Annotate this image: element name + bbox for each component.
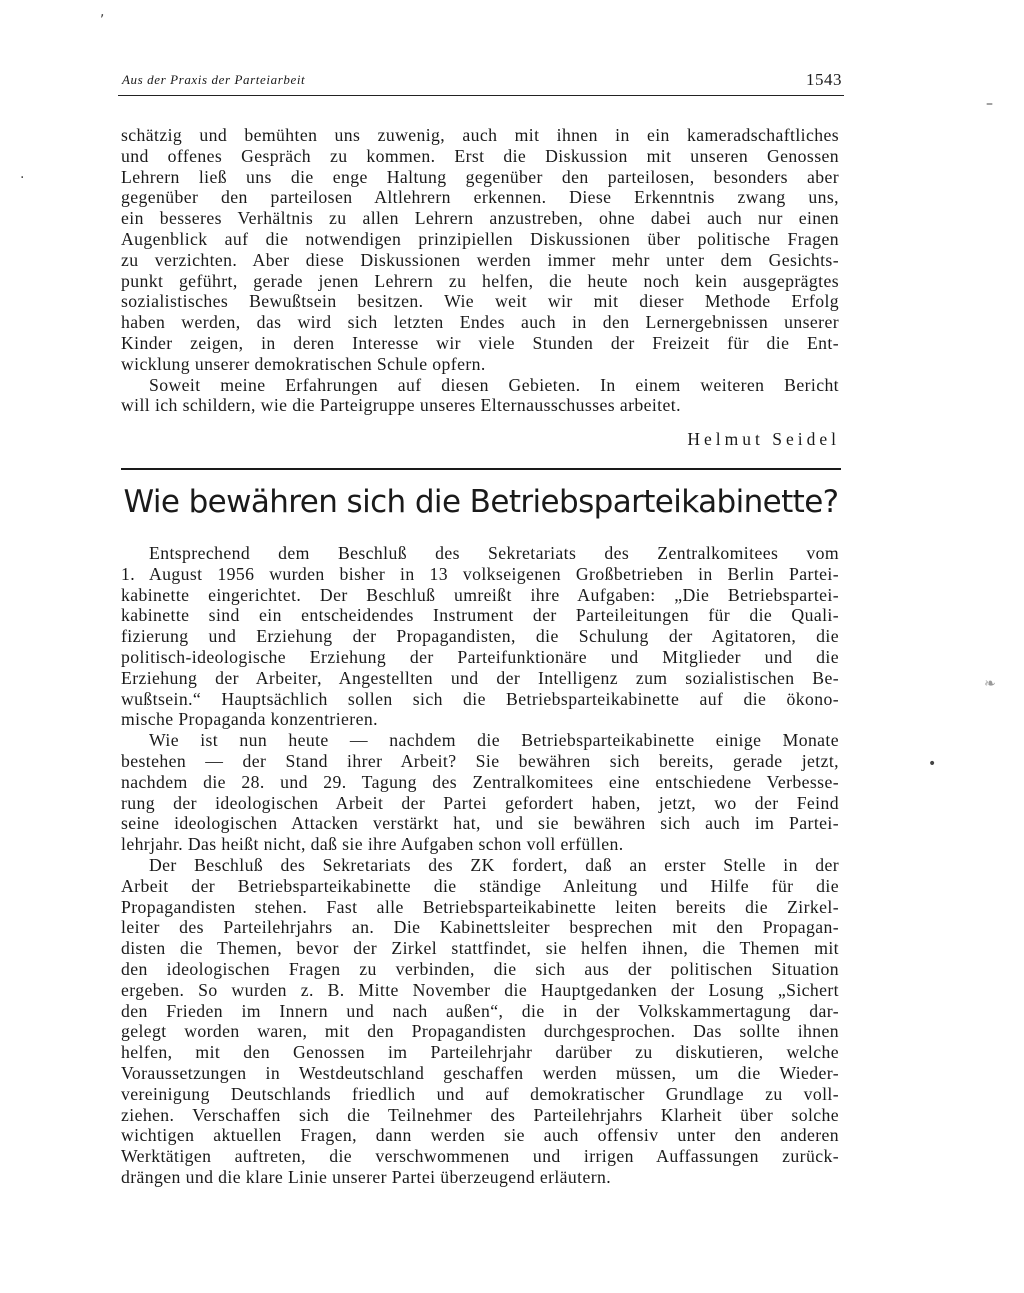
text-line: sozialistisches Bewußtsein besitzen. Wie weit wir mit dieser Methode Erfolg <box>121 291 839 312</box>
text-line: will ich schildern, wie die Parteigruppe unseres Elternausschusses arbeitet. <box>121 395 681 416</box>
text-line: Arbeit der Betriebsparteikabinette die ständige Anleitung und Hilfe für die <box>121 875 839 896</box>
author-signature: Helmut Seidel <box>687 429 840 449</box>
text-line: 1. August 1956 wurden bisher in 13 volkseigenen Großbetrieben in Berlin Partei- <box>121 563 839 584</box>
page-number: 1543 <box>806 70 842 89</box>
text-line: nachdem die 28. und 29. Tagung des Zentralkomitees eine entschiedene Verbesse- <box>121 771 839 792</box>
paragraph <box>121 855 839 1188</box>
text-line: Augenblick auf die notwendigen prinzipiellen Diskussionen über politische Fragen <box>121 228 839 249</box>
text-line: leiter des Parteilehrjahrs an. Die Kabinettsleiter besprechen mit den Propagan- <box>121 917 839 938</box>
header-rule <box>118 95 844 96</box>
scan-mark: ❧ <box>984 676 996 692</box>
text-line: rung der ideologischen Arbeit der Partei gefordert haben, jetzt, wo der Feind <box>121 792 839 813</box>
text-line: fizierung und Erziehung der Propagandisten, die Schulung der Agitatoren, die <box>121 626 839 647</box>
running-title: Aus der Praxis der Parteiarbeit <box>122 72 306 87</box>
text-line: Voraussetzungen in Westdeutschland geschaffen werden müssen, um die Wieder- <box>121 1062 839 1083</box>
text-line: punkt geführt, gerade jenen Lehrern zu helfen, die heute noch kein ausgeprägtes <box>121 270 839 291</box>
text-line: wicklung unserer demokratischen Schule opfern. <box>121 353 486 374</box>
text-line: haben werden, das wird sich letzten Endes auch in den Lernergebnissen unserer <box>121 312 839 333</box>
scan-mark: · <box>20 170 25 186</box>
scan-mark: , <box>100 4 105 20</box>
paragraph <box>121 125 839 375</box>
text-line: ziehen. Verschaffen sich die Teilnehmer des Parteilehrjahrs Klarheit über solche <box>121 1104 839 1125</box>
text-line: Kinder zeigen, in deren Interesse wir viele Stunden der Freizeit für die Ent- <box>121 332 839 353</box>
scan-mark: • <box>928 756 937 772</box>
text-line: wußtsein.“ Hauptsächlich sollen sich die Betriebsparteikabinette auf die ökono- <box>121 688 839 709</box>
text-line: ergeben. So wurden z. B. Mitte November die Hauptgedanken der Losung „Sichert <box>121 979 839 1000</box>
text-line: helfen, mit den Genossen im Parteilehrjahr darüber zu diskutieren, welche <box>121 1042 839 1063</box>
text-line: Erziehung der Arbeiter, Angestellten und der Intelligenz zum sozialistischen Be- <box>121 667 839 688</box>
text-line: Propagandisten stehen. Fast alle Betriebsparteikabinette leiten bereits die Zirkel- <box>121 896 839 917</box>
paragraph <box>121 543 839 730</box>
text-line: Soweit meine Erfahrungen auf diesen Gebieten. In einem weiteren Bericht <box>149 374 839 395</box>
text-line: den ideologischen Fragen zu verbinden, die sich aus der politischen Situation <box>121 958 839 979</box>
section-title: Wie bewähren sich die Betriebsparteikabinette? <box>123 484 839 520</box>
text-line: Der Beschluß des Sekretariats des ZK fordert, daß an erster Stelle in der <box>149 854 839 875</box>
text-line: disten die Themen, bevor der Zirkel stattfindet, sie helfen ihnen, die Themen mit <box>121 938 839 959</box>
paragraph <box>121 730 839 855</box>
article-body <box>121 543 839 1188</box>
text-line: Werktätigen auftreten, die verschwommenen und irrigen Auffassungen zurück- <box>121 1146 839 1167</box>
section-divider <box>121 468 841 470</box>
text-line: zu verzichten. Aber diese Diskussionen werden immer mehr unter dem Gesichts- <box>121 249 839 270</box>
scan-mark: – <box>986 96 993 112</box>
text-line: wichtigen aktuellen Fragen, dann werden sie auch offensiv unter den anderen <box>121 1125 839 1146</box>
text-line: kabinette sind ein entscheidendes Instrument der Parteileitungen für die Quali- <box>121 605 839 626</box>
previous-article-end <box>121 125 839 416</box>
text-line: mische Propaganda konzentrieren. <box>121 709 378 730</box>
text-line: ein besseres Verhältnis zu allen Lehrern anzustreben, ohne dabei auch nur einen <box>121 208 839 229</box>
text-line: lehrjahr. Das heißt nicht, daß sie ihre Aufgaben schon voll erfüllen. <box>121 834 624 855</box>
text-line: Entsprechend dem Beschluß des Sekretariats des Zentralkomitees vom <box>149 543 839 563</box>
text-line: gegenüber den parteilosen Altlehrern erkennen. Diese Erkenntnis zwang uns, <box>121 187 839 208</box>
text-line: politisch-ideologische Erziehung der Parteifunktionäre und Mitglieder und die <box>121 646 839 667</box>
paragraph <box>121 375 839 417</box>
text-line: Wie ist nun heute — nachdem die Betriebsparteikabinette einige Monate <box>149 730 839 751</box>
text-line: drängen und die klare Linie unserer Partei überzeugend erläutern. <box>121 1166 612 1187</box>
text-line: vereinigung Deutschlands friedlich und auf demokratischer Grundlage zu voll- <box>121 1083 839 1104</box>
text-line: schätzig und bemühten uns zuwenig, auch mit ihnen in ein kameradschaftliches <box>121 125 839 145</box>
text-line: und offenes Gespräch zu kommen. Erst die Diskussion mit unseren Genossen <box>121 145 839 166</box>
text-line: seine ideologischen Attacken verstärkt hat, und sie bewähren sich auch im Partei- <box>121 813 839 834</box>
text-line: kabinette eingerichtet. Der Beschluß umreißt ihre Aufgaben: „Die Betriebspartei- <box>121 584 839 605</box>
text-line: bestehen — der Stand ihrer Arbeit? Sie bewähren sich bereits, gerade jetzt, <box>121 750 839 771</box>
running-head <box>118 70 844 94</box>
text-line: Lehrern ließ uns die enge Haltung gegenüber den parteilosen, besonders aber <box>121 166 839 187</box>
text-line: gelegt worden waren, mit den Propagandisten durchgesprochen. Das sollte ihnen <box>121 1021 839 1042</box>
text-line: den Frieden im Innern und nach außen“, die in der Volkskammertagung dar- <box>121 1000 839 1021</box>
